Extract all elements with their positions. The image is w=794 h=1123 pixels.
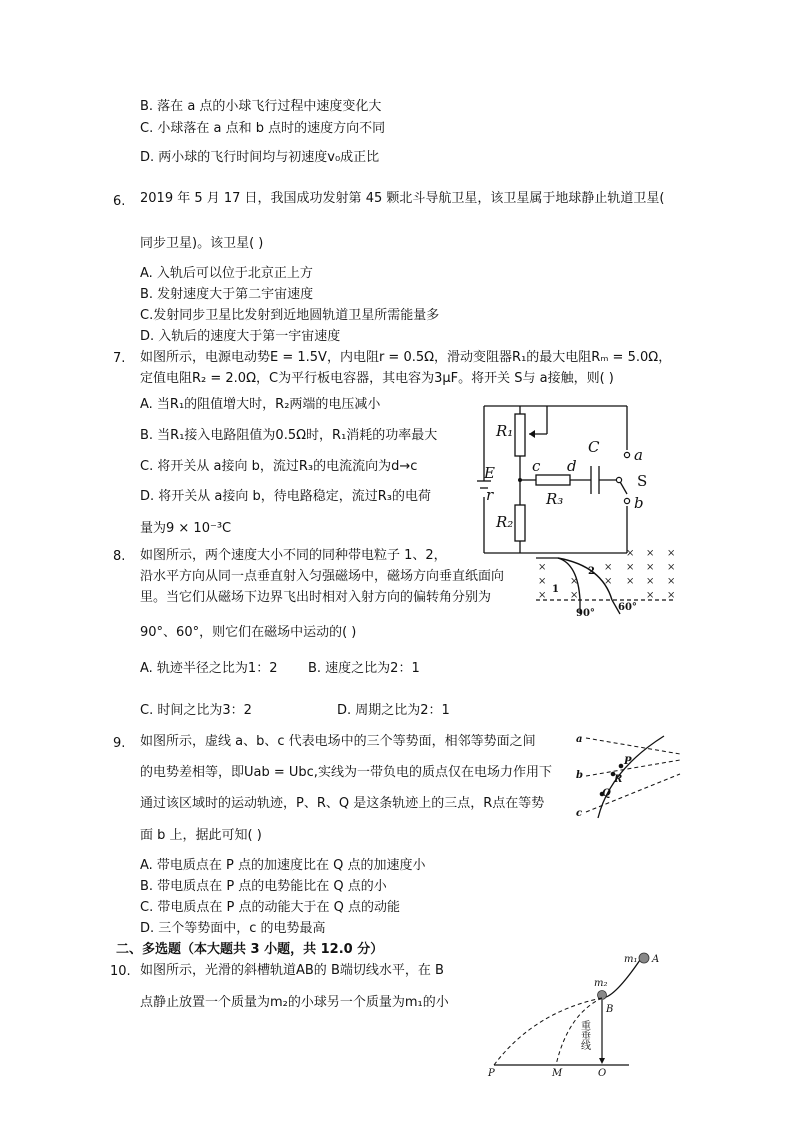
q8-option-c: C. 时间之比为3：2 <box>140 703 252 718</box>
particle-1-label: 1 <box>552 584 559 595</box>
label-r: R <box>614 774 623 785</box>
field-cross: × <box>667 590 676 601</box>
q8-number: 8. <box>113 549 126 564</box>
terminal-a <box>624 452 629 457</box>
junction-dot <box>518 478 522 482</box>
q8-stem-line1: 如图所示，两个速度大小不同的同种带电粒子 1、2， <box>140 548 447 563</box>
magnetic-field-diagram <box>530 548 680 618</box>
angle-90-label: 90° <box>576 608 595 619</box>
q7-option-d-line2: 量为9 × 10⁻³C <box>140 521 232 536</box>
q8-stem-line4: 90°、60°，则它们在磁场中运动的( ) <box>140 625 357 640</box>
label-r1: R₁ <box>496 422 514 440</box>
field-cross: × <box>667 562 676 573</box>
field-cross: × <box>538 562 547 573</box>
q9-stem-line3: 通过该区域时的运动轨迹，P、R、Q 是这条轨迹上的三点，R点在等势 <box>140 796 545 811</box>
label-p: P <box>624 756 632 767</box>
field-cross: × <box>626 576 635 587</box>
label-m: M <box>552 1068 563 1079</box>
particle-2-label: 2 <box>588 566 595 577</box>
label-b: b <box>634 494 644 512</box>
label-capacitor: C <box>588 438 600 456</box>
q8-option-d: D. 周期之比为2：1 <box>337 703 450 718</box>
q6-stem-line1: 2019 年 5 月 17 日，我国成功发射第 45 颗北斗导航卫星，该卫星属于地球静止轨道卫星( <box>140 191 665 206</box>
point-p <box>619 764 624 769</box>
field-cross: × <box>538 576 547 587</box>
label-o: O <box>598 1068 607 1079</box>
label-d: d <box>567 457 577 475</box>
q8-option-a: A. 轨迹半径之比为1：2 <box>140 661 278 676</box>
q7-stem-line1: 如图所示，电源电动势E = 1.5V，内电阻r = 0.5Ω，滑动变阻器R₁的最大电阻Rₘ = 5.0Ω， <box>140 350 672 365</box>
field-cross: × <box>667 576 676 587</box>
q7-option-b: B. 当R₁接入电路阻值为0.5Ω时，R₁消耗的功率最大 <box>140 428 438 443</box>
angle-60-label: 60° <box>618 602 637 613</box>
track-ab <box>602 960 640 998</box>
q5-option-b: B. 落在 a 点的小球飞行过程中速度变化大 <box>140 99 382 114</box>
q8-stem-line2: 沿水平方向从同一点垂直射入匀强磁场中，磁场方向垂直纸面向 <box>140 569 505 584</box>
field-cross: × <box>667 548 676 559</box>
q6-stem-line2: 同步卫星)。该卫星( ) <box>140 236 264 251</box>
label-r2: R₂ <box>496 513 514 531</box>
field-cross: × <box>538 590 547 601</box>
q6-option-b: B. 发射速度大于第二宇宙速度 <box>140 287 314 302</box>
q7-number: 7. <box>113 351 126 366</box>
label-m1: m₁ <box>624 954 638 965</box>
q10-number: 10. <box>110 964 131 979</box>
q5-option-c: C. 小球落在 a 点和 b 点时的速度方向不同 <box>140 121 386 136</box>
section-heading: 二、多选题（本大题共 3 小题，共 12.0 分） <box>116 942 384 957</box>
field-cross: × <box>646 548 655 559</box>
q8-option-b: B. 速度之比为2：1 <box>308 661 420 676</box>
label-a: A <box>652 954 660 965</box>
q7-stem-line2: 定值电阻R₂ = 2.0Ω，C为平行板电容器，其电容为3μF。将开关 S与 a接触，则( ) <box>140 371 614 386</box>
q10-stem-line2: 点静止放置一个质量为m₂的小球另一个质量为m₁的小 <box>140 995 449 1010</box>
q5-option-d: D. 两小球的飞行时间均与初速度v₀成正比 <box>140 150 380 165</box>
label-b: b <box>576 770 583 781</box>
label-c: c <box>576 808 583 819</box>
q6-option-d: D. 入轨后的速度大于第一宇宙速度 <box>140 329 341 344</box>
trajectory-line <box>598 736 664 818</box>
terminal-b <box>624 498 629 503</box>
field-cross: × <box>570 576 579 587</box>
label-switch: S <box>637 472 648 490</box>
label-a: a <box>576 734 583 745</box>
label-m2: m₂ <box>594 978 608 989</box>
plumb-arrow-icon <box>599 1058 605 1064</box>
ball-m1 <box>639 953 649 963</box>
q9-option-b: B. 带电质点在 P 点的电势能比在 Q 点的小 <box>140 879 387 894</box>
label-r3: R₃ <box>546 490 564 508</box>
circuit-diagram <box>474 398 664 558</box>
label-b: B <box>606 1004 614 1015</box>
field-cross: × <box>626 562 635 573</box>
equipotential-diagram <box>574 730 684 820</box>
q9-option-c: C. 带电质点在 P 点的动能大于在 Q 点的动能 <box>140 900 400 915</box>
q6-option-c: C.发射同步卫星比发射到近地圆轨道卫星所需能量多 <box>140 308 440 323</box>
q9-number: 9. <box>113 736 126 751</box>
label-a: a <box>634 446 643 464</box>
q10-stem-line1: 如图所示，光滑的斜槽轨道AB的 B端切线水平，在 B <box>140 963 444 978</box>
field-cross: × <box>646 590 655 601</box>
q9-option-a: A. 带电质点在 P 点的加速度比在 Q 点的加速度小 <box>140 858 426 873</box>
q7-option-a: A. 当R₁的阻值增大时，R₂两端的电压减小 <box>140 397 381 412</box>
q9-stem-line4: 面 b 上，据此可知( ) <box>140 828 262 843</box>
field-cross: × <box>646 562 655 573</box>
label-r-internal: r <box>486 486 494 504</box>
label-q: Q <box>602 788 611 799</box>
q9-option-d: D. 三个等势面中，c 的电势最高 <box>140 921 326 936</box>
q9-stem-line2: 的电势差相等，即Uab = Ubc,实线为一带负电的质点仅在电场力作用下 <box>140 765 552 780</box>
q9-stem-line1: 如图所示，虚线 a、b、c 代表电场中的三个等势面，相邻等势面之间 <box>140 734 536 749</box>
track-diagram <box>484 950 684 1079</box>
field-cross: × <box>626 548 635 559</box>
q6-number: 6. <box>113 194 126 209</box>
q8-stem-line3: 里。当它们从磁场下边界飞出时相对入射方向的偏转角分别为 <box>140 590 492 605</box>
label-p: P <box>488 1068 495 1079</box>
q6-option-a: A. 入轨后可以位于北京正上方 <box>140 266 313 281</box>
field-cross: × <box>604 576 613 587</box>
switch-pivot <box>616 477 621 482</box>
q7-option-d-line1: D. 将开关从 a接向 b，待电路稳定，流过R₃的电荷 <box>140 489 432 504</box>
field-cross: × <box>570 590 579 601</box>
field-cross: × <box>604 562 613 573</box>
label-c: c <box>532 457 541 475</box>
field-cross: × <box>646 576 655 587</box>
q7-option-c: C. 将开关从 a接向 b，流过R₃的电流流向为d→c <box>140 459 418 474</box>
label-emf: E <box>484 464 495 482</box>
slider-arrow-icon <box>529 430 535 438</box>
label-plumb-line: 重垂线 <box>578 1020 590 1050</box>
